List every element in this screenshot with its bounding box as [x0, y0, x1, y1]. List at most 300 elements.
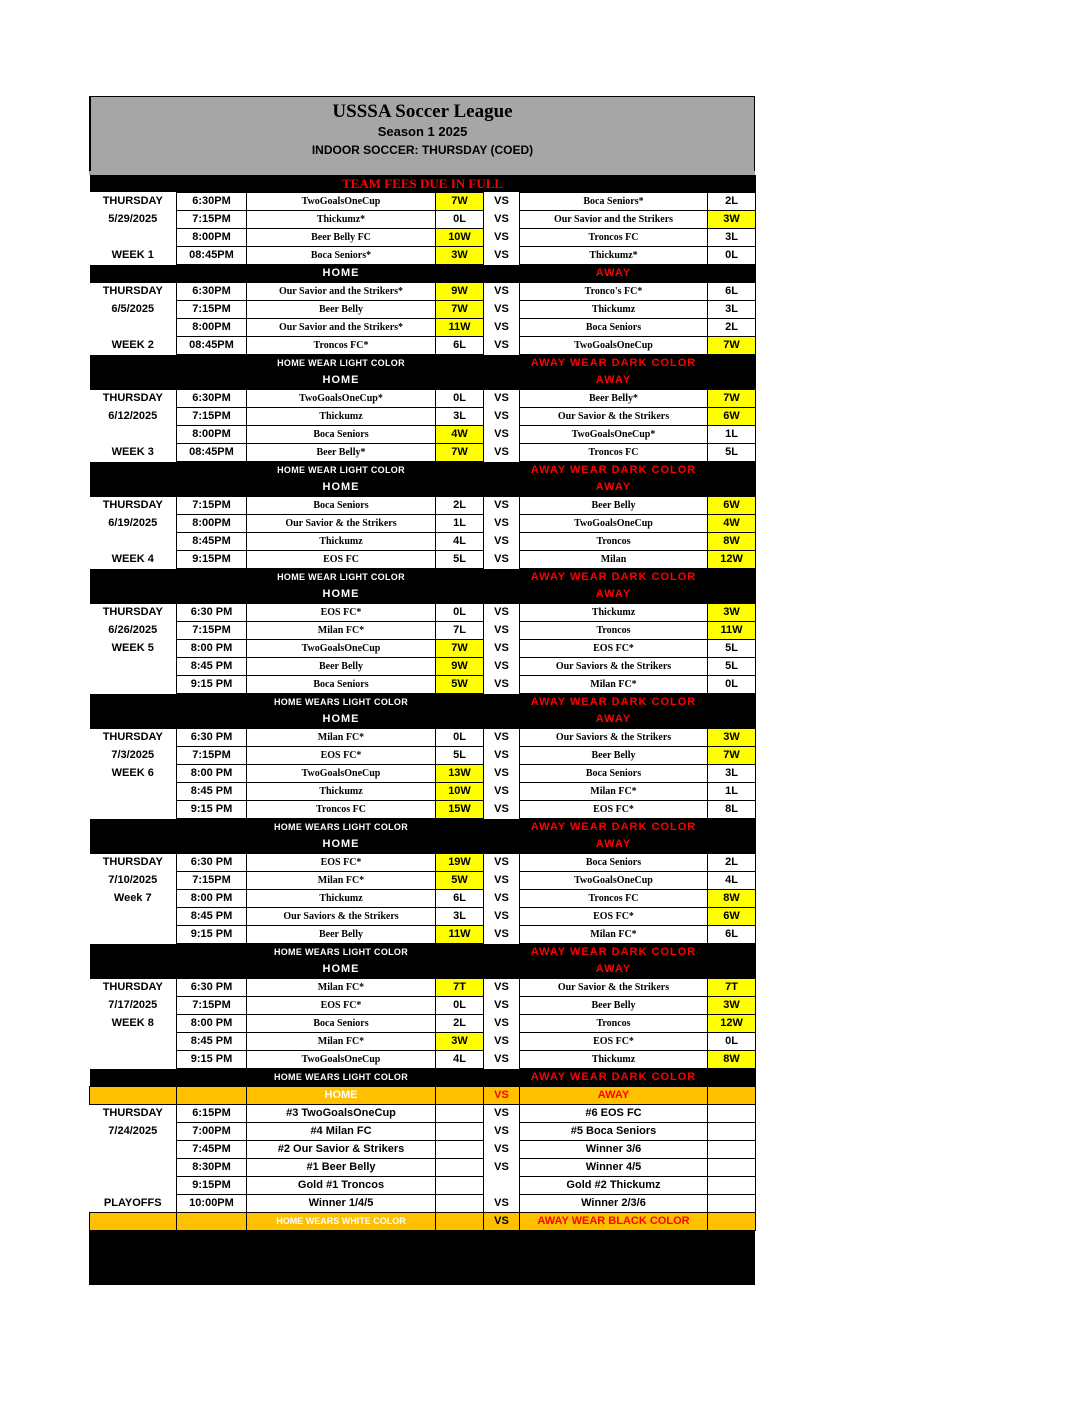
vs-label: VS [494, 767, 509, 779]
away-team: Troncos FC [520, 890, 708, 908]
playoff-game-row [90, 1177, 756, 1195]
game-row [90, 211, 756, 229]
vs-label: VS [494, 624, 509, 636]
home-score: 0L [436, 729, 484, 747]
vs-label: VS [494, 910, 509, 922]
home-team: Thickumz [247, 783, 436, 801]
away-wear-note: AWAY WEAR DARK COLOR [520, 944, 708, 962]
game-row [90, 1033, 756, 1051]
away-team: Beer Belly* [520, 390, 708, 408]
spacer [484, 711, 520, 729]
game-time: 9:15 PM [177, 1051, 247, 1069]
spacer [177, 694, 247, 712]
home-score: 9W [436, 658, 484, 676]
vs-label: VS [494, 1017, 509, 1029]
vs-label: VS [494, 1143, 509, 1155]
away-team: Milan FC* [520, 926, 708, 944]
home-score: 11W [436, 926, 484, 944]
spacer [90, 1087, 177, 1105]
home-score: 7L [436, 622, 484, 640]
home-score: 0L [436, 211, 484, 229]
game-time: 7:15PM [177, 872, 247, 890]
spacer [708, 462, 756, 480]
week-label: 6/5/2025 [111, 303, 155, 315]
spacer [90, 265, 177, 283]
home-team: TwoGoalsOneCup [247, 193, 436, 211]
vs-label: VS [494, 321, 509, 333]
game-row [90, 783, 756, 801]
away-score: 5L [708, 444, 756, 462]
spacer [90, 944, 177, 962]
game-time: 6:30 PM [177, 729, 247, 747]
game-time: 6:30PM [177, 390, 247, 408]
home-score: 13W [436, 765, 484, 783]
home-wear-note: HOME WEAR LIGHT COLOR [247, 462, 436, 480]
playoff-time: 10:00PM [177, 1195, 247, 1213]
playoff-wear-row [90, 1213, 756, 1231]
home-score: 5L [436, 747, 484, 765]
game-time: 8:45 PM [177, 783, 247, 801]
vs-label: VS [494, 749, 509, 761]
week-label: WEEK 8 [111, 1017, 154, 1029]
spacer [484, 479, 520, 497]
home-team: EOS FC [247, 551, 436, 569]
game-row [90, 854, 756, 872]
home-score: 9W [436, 283, 484, 301]
vs-label: VS [494, 1035, 509, 1047]
home-team: Thickumz [247, 890, 436, 908]
spacer [90, 1069, 177, 1087]
game-row [90, 319, 756, 337]
away-team: Our Savior & the Strikers [520, 408, 708, 426]
vs-label: VS [494, 285, 509, 297]
spacer [708, 265, 756, 283]
game-row [90, 872, 756, 890]
vs-label: VS [494, 231, 509, 243]
game-time: 8:00PM [177, 229, 247, 247]
home-score: 7W [436, 193, 484, 211]
vs-label: VS [494, 339, 509, 351]
playoff-away-score [708, 1159, 756, 1177]
game-row [90, 1015, 756, 1033]
away-wear-note: AWAY WEAR DARK COLOR [520, 569, 708, 587]
week-label: WEEK 3 [111, 446, 154, 458]
game-time: 7:15PM [177, 497, 247, 515]
week-label [90, 1051, 177, 1069]
playoff-home-score [436, 1159, 484, 1177]
week-label [90, 1033, 177, 1051]
away-score: 6W [708, 497, 756, 515]
home-header: HOME [247, 372, 436, 390]
division-label: INDOOR SOCCER: THURSDAY (COED) [311, 143, 534, 157]
playoff-time: 6:15PM [177, 1105, 247, 1123]
spacer [436, 711, 484, 729]
game-time: 9:15 PM [177, 676, 247, 694]
game-time: 8:00PM [177, 515, 247, 533]
vs-label: VS [494, 428, 509, 440]
spacer [90, 569, 177, 587]
vs-label: VS [494, 249, 509, 261]
playoff-label [90, 1177, 177, 1195]
spacer [436, 694, 484, 712]
home-score: 5L [436, 551, 484, 569]
home-score: 19W [436, 854, 484, 872]
game-time: 7:15PM [177, 408, 247, 426]
away-team: Boca Seniors [520, 854, 708, 872]
week-label: THURSDAY [102, 856, 163, 868]
playoff-away-score [708, 1141, 756, 1159]
spacer [708, 694, 756, 712]
home-wear-note: HOME WEAR LIGHT COLOR [247, 569, 436, 587]
spacer [90, 961, 177, 979]
game-row [90, 765, 756, 783]
away-team: Boca Seniors [520, 319, 708, 337]
home-away-header-row [90, 961, 756, 979]
game-row [90, 390, 756, 408]
playoff-home-score [436, 1141, 484, 1159]
home-score: 0L [436, 390, 484, 408]
vs-label: VS [494, 1125, 509, 1137]
game-time: 8:45 PM [177, 908, 247, 926]
game-time: 6:30PM [177, 193, 247, 211]
game-time: 8:00 PM [177, 765, 247, 783]
home-score: 4L [436, 1051, 484, 1069]
home-team: TwoGoalsOneCup [247, 640, 436, 658]
playoff-away-score [708, 1123, 756, 1141]
week-label [90, 801, 177, 819]
away-score: 4W [708, 515, 756, 533]
away-wear-note: AWAY WEAR DARK COLOR [520, 355, 708, 373]
away-header: AWAY [520, 586, 708, 604]
week-label: 7/3/2025 [111, 749, 155, 761]
playoff-home-score [436, 1177, 484, 1195]
game-time: 8:00 PM [177, 890, 247, 908]
home-away-header-row [90, 711, 756, 729]
week-label [90, 319, 177, 337]
wear-color-row [90, 694, 756, 712]
game-row [90, 747, 756, 765]
away-team: Troncos [520, 622, 708, 640]
game-time: 7:15PM [177, 622, 247, 640]
home-team: Milan FC* [247, 729, 436, 747]
playoff-label: 7/24/2025 [108, 1125, 158, 1137]
home-header: HOME [247, 479, 436, 497]
wear-color-row [90, 819, 756, 837]
week-label: THURSDAY [102, 731, 163, 743]
week-label [90, 926, 177, 944]
away-team: TwoGoalsOneCup* [520, 426, 708, 444]
away-team: Tronco's FC* [520, 283, 708, 301]
vs-label: VS [494, 731, 509, 743]
away-score: 8W [708, 890, 756, 908]
spacer [436, 1069, 484, 1087]
away-team: Our Saviors & the Strikers [520, 658, 708, 676]
playoff-home-score [436, 1195, 484, 1213]
game-row [90, 497, 756, 515]
playoff-game-row [90, 1159, 756, 1177]
playoff-vs-footer: VS [484, 1213, 520, 1231]
vs-label: VS [494, 1107, 509, 1120]
game-row [90, 247, 756, 265]
game-row [90, 515, 756, 533]
playoff-label: PLAYOFFS [103, 1196, 162, 1209]
home-team: Thickumz* [247, 211, 436, 229]
home-team: EOS FC* [247, 747, 436, 765]
spacer [177, 265, 247, 283]
spacer [708, 944, 756, 962]
spacer [177, 479, 247, 497]
season-label: Season 1 2025 [377, 124, 468, 139]
away-team: TwoGoalsOneCup [520, 872, 708, 890]
week-label: WEEK 2 [111, 339, 154, 351]
game-row [90, 908, 756, 926]
spacer [708, 1213, 756, 1231]
home-score: 4W [436, 426, 484, 444]
away-score: 3L [708, 229, 756, 247]
home-team: Beer Belly [247, 658, 436, 676]
game-row [90, 658, 756, 676]
spacer [436, 462, 484, 480]
game-row [90, 926, 756, 944]
playoff-home-header: HOME [247, 1087, 436, 1105]
wear-color-row [90, 355, 756, 373]
away-score: 11W [708, 622, 756, 640]
spacer [90, 355, 177, 373]
schedule-table [89, 175, 756, 1231]
away-score: 7W [708, 390, 756, 408]
week-label: WEEK 1 [111, 249, 154, 261]
week-label: THURSDAY [102, 606, 163, 618]
away-header: AWAY [520, 479, 708, 497]
home-score: 0L [436, 604, 484, 622]
spacer [484, 944, 520, 962]
away-team: Thickumz [520, 301, 708, 319]
playoff-away-team: Winner 3/6 [520, 1141, 708, 1159]
home-score: 5W [436, 872, 484, 890]
away-team: Thickumz [520, 1051, 708, 1069]
home-score: 4L [436, 533, 484, 551]
away-team: EOS FC* [520, 640, 708, 658]
away-score: 0L [708, 1033, 756, 1051]
fee-notice-row [90, 175, 756, 193]
game-time: 08:45PM [177, 337, 247, 355]
away-score: 12W [708, 551, 756, 569]
spacer [708, 711, 756, 729]
home-away-header-row [90, 372, 756, 390]
vs-label: VS [494, 678, 509, 690]
game-row [90, 551, 756, 569]
away-score: 5L [708, 640, 756, 658]
away-score: 8L [708, 801, 756, 819]
spacer [436, 265, 484, 283]
league-header [89, 96, 755, 171]
away-team: Beer Belly [520, 997, 708, 1015]
spacer [436, 479, 484, 497]
game-time: 8:45 PM [177, 1033, 247, 1051]
week-label [90, 658, 177, 676]
schedule-sheet [89, 96, 755, 1285]
spacer [90, 372, 177, 390]
playoff-away-score [708, 1105, 756, 1123]
playoff-home-team: #4 Milan FC [247, 1123, 436, 1141]
away-score: 3L [708, 301, 756, 319]
sheet-footer-bar [89, 1231, 755, 1285]
game-row [90, 283, 756, 301]
game-row [90, 801, 756, 819]
home-score: 7T [436, 979, 484, 997]
week-label: Week 7 [113, 892, 152, 904]
week-label: 6/26/2025 [108, 624, 158, 636]
spacer [436, 819, 484, 837]
game-time: 8:00 PM [177, 640, 247, 658]
home-team: EOS FC* [247, 854, 436, 872]
vs-label: VS [494, 660, 509, 672]
spacer [484, 1069, 520, 1087]
vs-label: VS [494, 553, 509, 565]
week-label: 7/17/2025 [108, 999, 158, 1011]
week-label [90, 426, 177, 444]
home-score: 0L [436, 997, 484, 1015]
away-team: TwoGoalsOneCup [520, 337, 708, 355]
playoff-home-team: Gold #1 Troncos [247, 1177, 436, 1195]
playoff-game-row [90, 1123, 756, 1141]
spacer [90, 819, 177, 837]
away-team: Our Savior & the Strikers [520, 979, 708, 997]
away-score: 2L [708, 193, 756, 211]
spacer [436, 944, 484, 962]
playoff-home-score [436, 1123, 484, 1141]
game-row [90, 890, 756, 908]
away-score: 7W [708, 337, 756, 355]
home-team: Milan FC* [247, 622, 436, 640]
away-score: 0L [708, 676, 756, 694]
wear-color-row [90, 569, 756, 587]
playoff-time: 9:15PM [177, 1177, 247, 1195]
spacer [436, 836, 484, 854]
spacer [177, 819, 247, 837]
away-score: 7W [708, 747, 756, 765]
home-team: Boca Seniors* [247, 247, 436, 265]
away-header: AWAY [520, 711, 708, 729]
home-team: TwoGoalsOneCup* [247, 390, 436, 408]
spacer [177, 462, 247, 480]
away-team: Beer Belly [520, 497, 708, 515]
home-header: HOME [247, 711, 436, 729]
game-time: 08:45PM [177, 247, 247, 265]
home-team: Troncos FC* [247, 337, 436, 355]
away-header: AWAY [520, 265, 708, 283]
spacer [436, 961, 484, 979]
vs-label: VS [494, 874, 509, 886]
vs-label [484, 1177, 520, 1195]
week-label: 5/29/2025 [108, 213, 158, 225]
game-row [90, 1051, 756, 1069]
vs-label: VS [494, 785, 509, 797]
away-score: 1L [708, 426, 756, 444]
away-score: 3W [708, 604, 756, 622]
spacer [90, 711, 177, 729]
home-team: Thickumz [247, 408, 436, 426]
home-team: Milan FC* [247, 872, 436, 890]
game-row [90, 676, 756, 694]
spacer [90, 836, 177, 854]
home-score: 3W [436, 1033, 484, 1051]
playoff-game-row [90, 1141, 756, 1159]
vs-label: VS [494, 999, 509, 1011]
home-team: Beer Belly* [247, 444, 436, 462]
home-wear-note: HOME WEAR LIGHT COLOR [247, 355, 436, 373]
game-time: 8:00 PM [177, 1015, 247, 1033]
playoff-home-wear-note: HOME WEARS WHITE COLOR [247, 1213, 436, 1231]
away-team: EOS FC* [520, 1033, 708, 1051]
away-score: 6L [708, 283, 756, 301]
home-score: 7W [436, 444, 484, 462]
home-score: 2L [436, 497, 484, 515]
away-team: Troncos FC [520, 444, 708, 462]
playoff-home-team: #3 TwoGoalsOneCup [247, 1105, 436, 1123]
spacer [484, 355, 520, 373]
away-wear-note: AWAY WEAR DARK COLOR [520, 1069, 708, 1087]
spacer [90, 479, 177, 497]
home-team: TwoGoalsOneCup [247, 1051, 436, 1069]
vs-label: VS [494, 803, 509, 815]
away-wear-note: AWAY WEAR DARK COLOR [520, 819, 708, 837]
playoff-away-score [708, 1177, 756, 1195]
home-header: HOME [247, 836, 436, 854]
vs-label: VS [494, 606, 509, 618]
playoff-header-row [90, 1087, 756, 1105]
game-time: 6:30 PM [177, 854, 247, 872]
vs-label: VS [494, 892, 509, 904]
home-score: 10W [436, 229, 484, 247]
spacer [484, 265, 520, 283]
week-label: WEEK 4 [111, 553, 154, 565]
vs-label: VS [494, 499, 509, 511]
week-label [90, 908, 177, 926]
home-score: 3W [436, 247, 484, 265]
vs-label: VS [494, 642, 509, 654]
away-score: 3W [708, 211, 756, 229]
away-score: 5L [708, 658, 756, 676]
vs-label: VS [494, 856, 509, 868]
playoff-label [90, 1141, 177, 1159]
home-team: EOS FC* [247, 997, 436, 1015]
game-time: 6:30PM [177, 283, 247, 301]
away-score: 12W [708, 1015, 756, 1033]
game-time: 9:15 PM [177, 801, 247, 819]
spacer [177, 372, 247, 390]
away-team: Milan FC* [520, 676, 708, 694]
playoff-home-team: #1 Beer Belly [247, 1159, 436, 1177]
spacer [708, 355, 756, 373]
week-label: THURSDAY [102, 981, 163, 993]
playoff-time: 8:30PM [177, 1159, 247, 1177]
game-row [90, 729, 756, 747]
home-team: Our Saviors & the Strikers [247, 908, 436, 926]
away-team: Troncos FC [520, 229, 708, 247]
vs-label: VS [494, 535, 509, 547]
spacer [436, 586, 484, 604]
home-team: Our Savior and the Strikers* [247, 319, 436, 337]
game-time: 8:45PM [177, 533, 247, 551]
home-team: Milan FC* [247, 979, 436, 997]
away-team: Milan FC* [520, 783, 708, 801]
home-team: TwoGoalsOneCup [247, 765, 436, 783]
playoff-time: 7:00PM [177, 1123, 247, 1141]
game-time: 08:45PM [177, 444, 247, 462]
away-team: EOS FC* [520, 908, 708, 926]
playoff-label: THURSDAY [102, 1107, 163, 1120]
